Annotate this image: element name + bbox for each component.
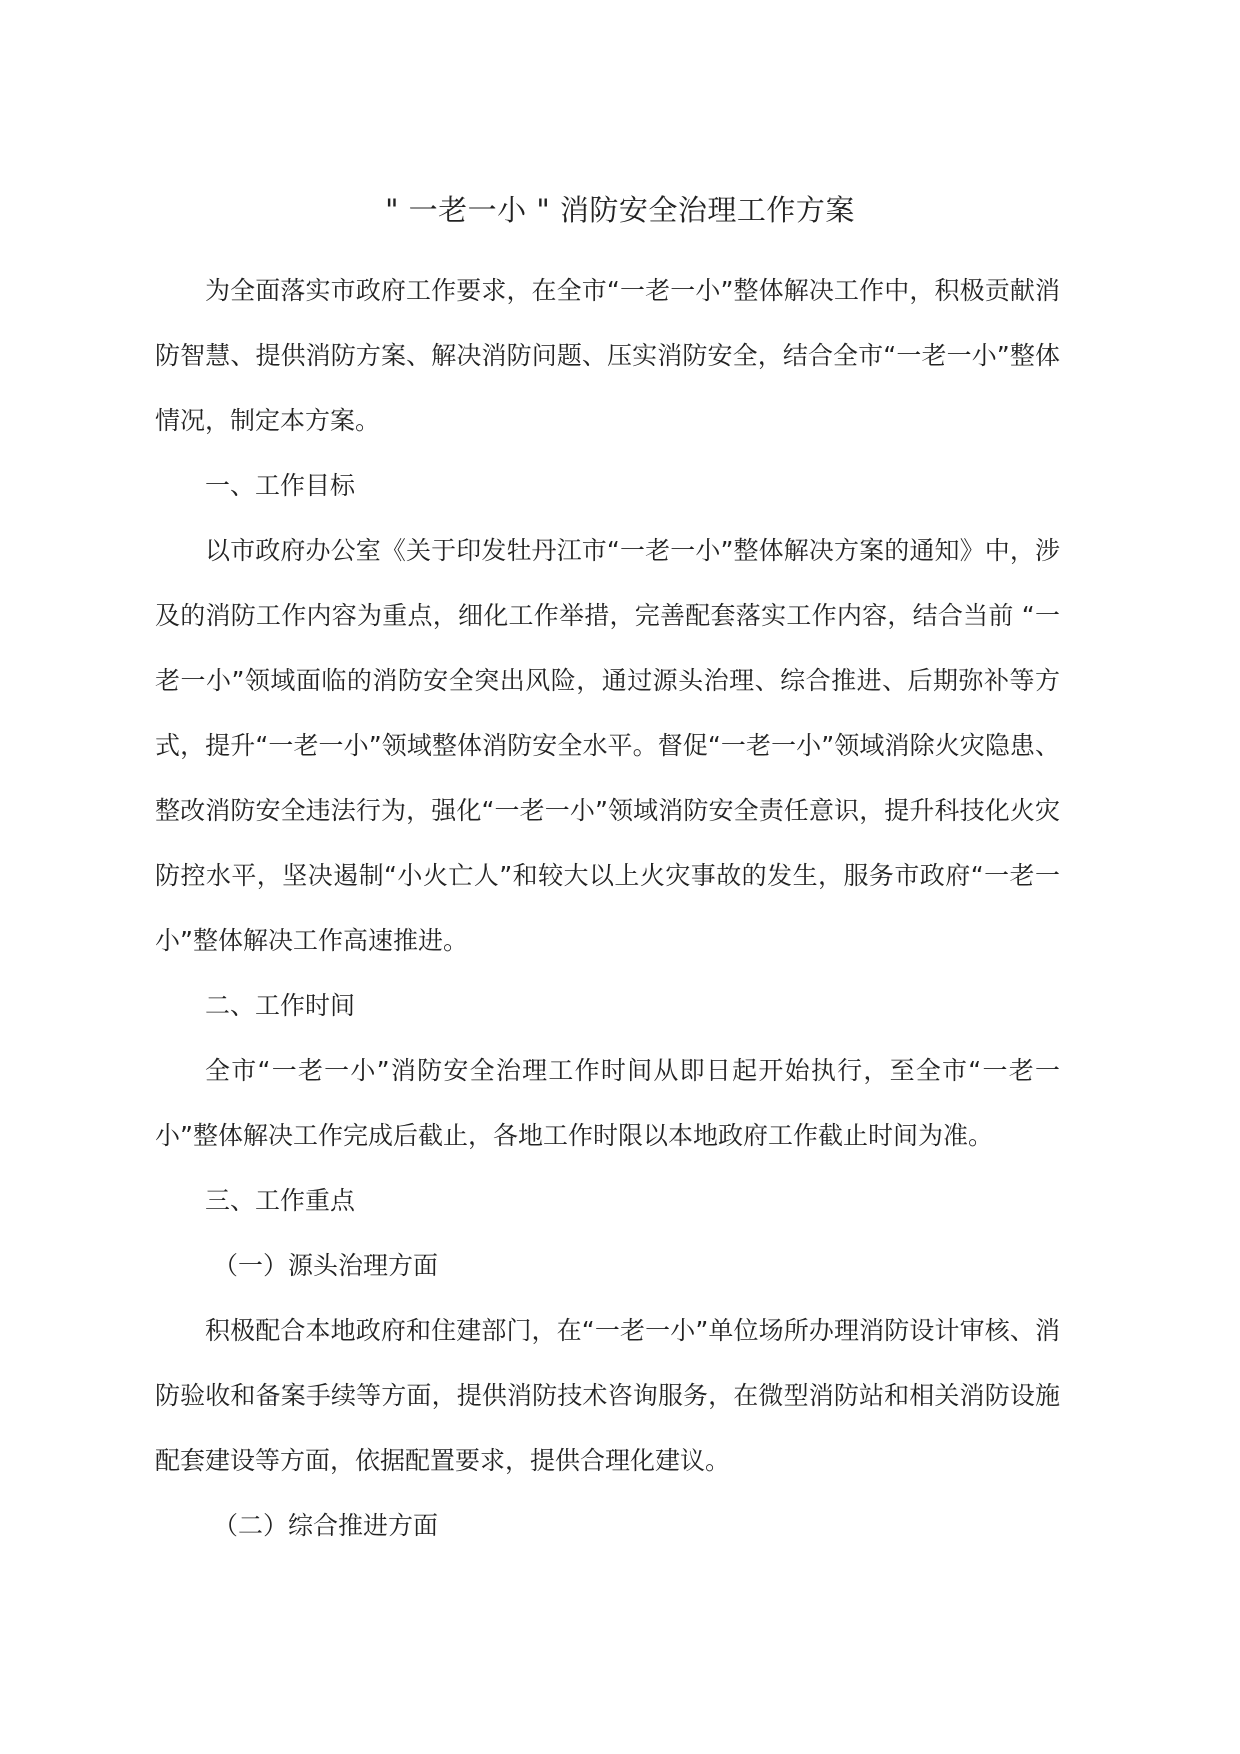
section-heading-goals: 一、工作目标 [205,471,356,500]
intro-paragraph: 为全面落实市政府工作要求，在全市“一老一小”整体解决工作中，积极贡献消防智慧、提供消防方案、解决消防问题、压实消防安全，结合全市“一老一小”整体情况，制定本方案。 [155,276,1060,435]
timeline-paragraph: 全市“一老一小”消防安全治理工作时间从即日起开始执行，至全市“一老一小”整体解决工作完成后截止，各地工作时限以本地政府工作截止时间为准。 [155,1056,1060,1150]
section-heading-timeline: 二、工作时间 [205,991,356,1020]
goals-paragraph: 以市政府办公室《关于印发牡丹江市“一老一小”整体解决方案的通知》中，涉及的消防工作内容为重点，细化工作举措，完善配套落实工作内容，结合当前 “一老一小”领域面临的消防安全突出风险，通过源头治理、综合推进、后期弥补等方式，提升“一老一小”领域整体消防安全水平。督促“一老一小”领域消除火灾隐患、整改消防安全违法行为，强化“一老一小”领域消防安全责任意识，提升科技化火灾防控水平，坚决遏制“小火亡人”和较大以上火灾事故的发生，服务市政府“一老一小”整体解决工作高速推进。 [155,536,1060,955]
subsection-heading-comprehensive-promotion: （二）综合推进方面 [213,1511,439,1540]
document-body [155,258,1060,1558]
section-heading-priorities: 三、工作重点 [205,1186,356,1215]
subsection-heading-source-governance: （一）源头治理方面 [213,1251,439,1280]
document-title: " 一老一小 " 消防安全治理工作方案 [385,193,855,227]
source-governance-paragraph: 积极配合本地政府和住建部门，在“一老一小”单位场所办理消防设计审核、消防验收和备案手续等方面，提供消防技术咨询服务，在微型消防站和相关消防设施配套建设等方面，依据配置要求，提供合理化建议。 [155,1316,1060,1475]
